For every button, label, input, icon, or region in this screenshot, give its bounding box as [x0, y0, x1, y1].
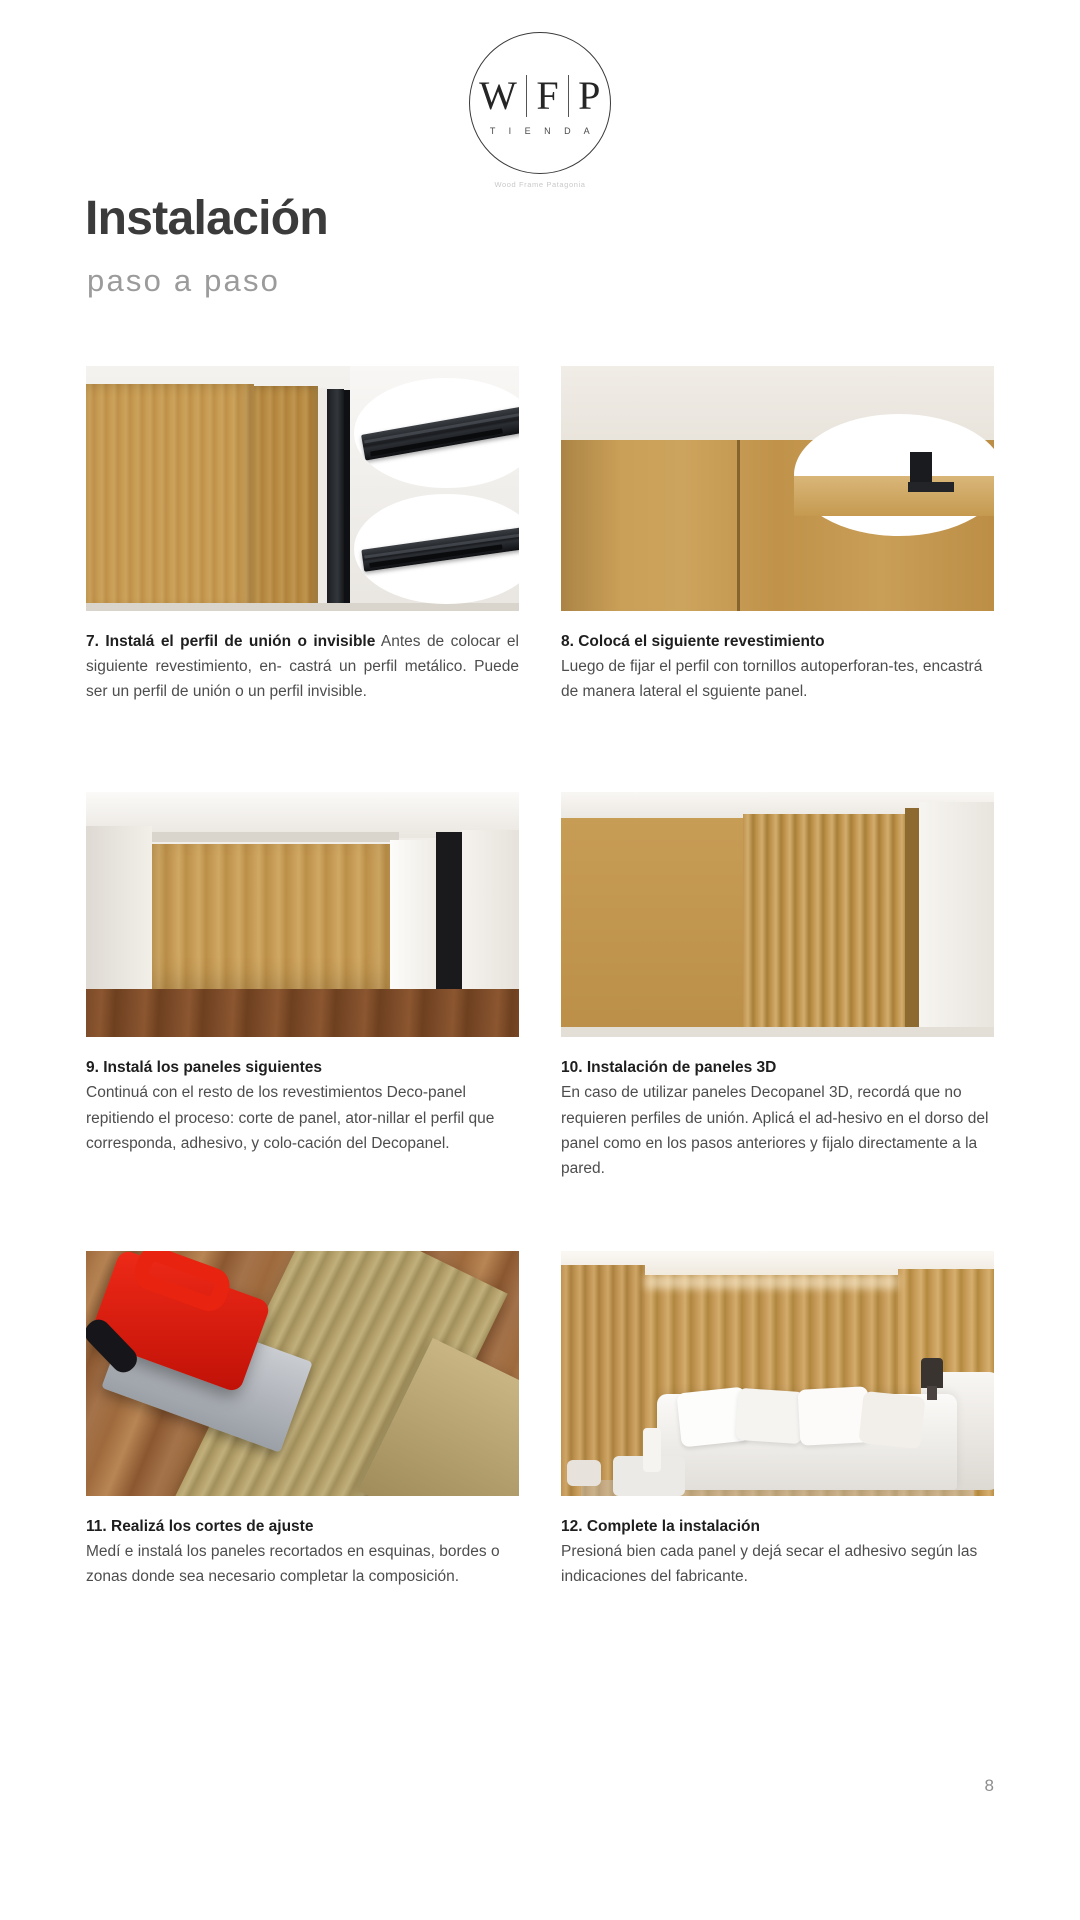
brand-logo — [0, 32, 1080, 189]
step-card-8 — [561, 366, 994, 704]
step-caption — [86, 629, 519, 704]
logo-circle-outline — [469, 32, 611, 174]
page-number: 8 — [984, 1776, 994, 1795]
finished-living-room-photo — [561, 1251, 994, 1496]
step-body: Luego de fijar el perfil con tornillos autoperforan-tes, encastrá de manera lateral el sguiente panel. — [561, 658, 983, 701]
logo-letter-p: P — [578, 72, 601, 118]
step-body: Continuá con el resto de los revestimientos Deco-panel repitiendo el proceso: corte de panel, ator-nillar el perfil que corresponda, adhesivo, y colo-cación del Decopanel. — [86, 1084, 495, 1152]
logo-tagline: Wood Frame Patagonia — [494, 180, 586, 189]
steps-row — [86, 1251, 994, 1589]
step-body: Presioná bien cada panel y dejá secar el adhesivo según las indicaciones del fabricante. — [561, 1542, 978, 1586]
next-cladding-photo — [561, 366, 994, 611]
step-title: 9. Instalá los paneles siguientes — [86, 1059, 323, 1077]
bracket-closeup-bubble — [794, 414, 994, 536]
logo-letter-w: W — [479, 72, 518, 118]
step-title: 10. Instalación de paneles 3D — [561, 1059, 777, 1077]
steps-row — [86, 366, 994, 704]
page-title: Instalación — [85, 192, 329, 245]
logo-tienda-label: T I E N D A — [489, 125, 596, 136]
step-caption — [561, 1514, 994, 1589]
installed-panels-room-photo — [86, 792, 519, 1037]
circular-saw-cutting-photo — [86, 1251, 519, 1496]
logo-letter-f: F — [536, 72, 560, 118]
step-caption — [86, 1055, 519, 1155]
step-caption — [561, 629, 994, 704]
steps-row — [86, 792, 994, 1181]
steps-grid — [86, 366, 994, 1589]
page-subtitle: paso a paso — [87, 263, 281, 298]
step-body: Medí e instalá los paneles recortados en esquinas, bordes o zonas donde sea necesario completar la composición. — [86, 1542, 500, 1586]
step-card-9 — [86, 792, 519, 1181]
step-card-10 — [561, 792, 994, 1181]
logo-monogram — [470, 72, 610, 118]
step-title: 11. Realizá los cortes de ajuste — [86, 1517, 314, 1535]
profile-union-invisible-photo — [86, 366, 519, 611]
step-title: 8. Colocá el siguiente revestimiento — [561, 633, 825, 650]
step-title: 12. Complete la instalación — [561, 1517, 760, 1535]
step-title: 7. Instalá el perfil de unión o invisible — [86, 633, 376, 650]
step-card-7 — [86, 366, 519, 704]
step-body: En caso de utilizar paneles Decopanel 3D, recordá que no requieren perfiles de unión. Aplicá el ad-hesivo en el dorso del panel como en los pasos anteriores y fijalo directamente a la pared. — [561, 1084, 989, 1177]
step-caption — [561, 1055, 994, 1181]
step-body: Antes de colocar el siguiente revestimiento, en- castrá un perfil metálico. Puede ser un perfil de unión o un perfil invisible. — [86, 633, 519, 701]
step-card-12 — [561, 1251, 994, 1589]
step-card-11 — [86, 1251, 519, 1589]
3d-panels-wall-photo — [561, 792, 994, 1037]
step-caption — [86, 1514, 519, 1589]
